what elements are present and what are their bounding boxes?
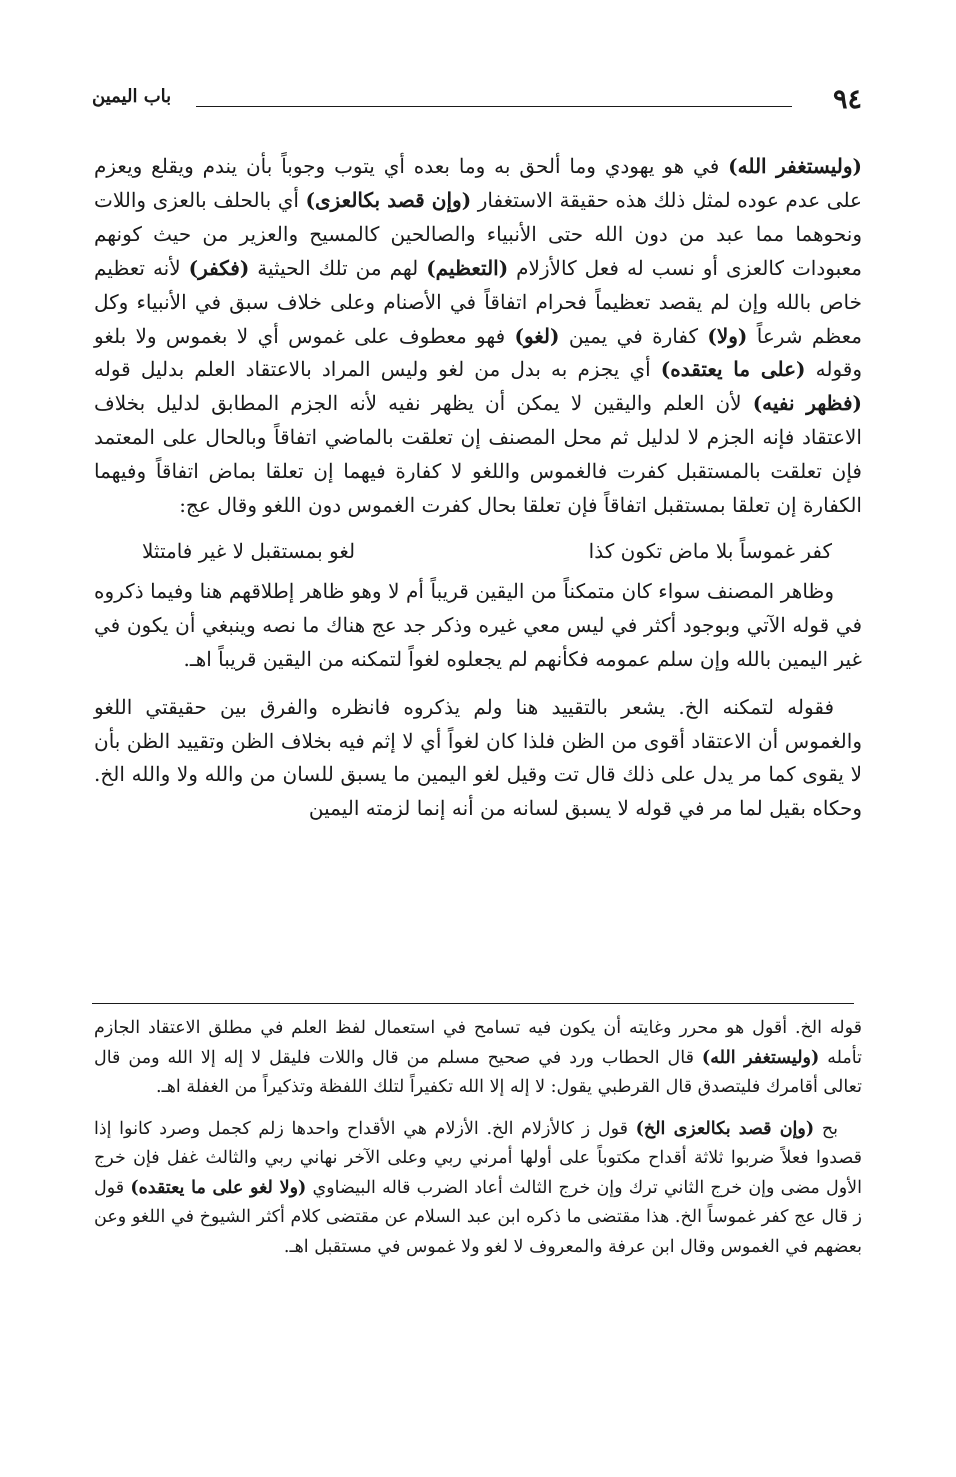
header-rule (196, 106, 792, 107)
main-paragraph-3: فقوله لتمكنه الخ. يشعر بالتقييد هنا ولم يذكروه فانظره والفرق بين حقيقتي اللغو والغموس أن الاعتقاد أقوى من الظن فلذا كان لغواً أي لا إثم فيه بخلاف الظن وتقييد الظن بأن لا يقوى كما مر يدل على ذلك قال تت وقيل لغو اليمين ما يسبق للسان من والله ولا والله الخ. وحكاه بقيل لما مر في قوله لا يسبق لسانه من أنه إنما لزمته اليمين (94, 694, 862, 821)
quoted-term: (وإن قصد بكالعزى الخ) (635, 1118, 815, 1139)
main-text (94, 150, 862, 826)
footnote-1 (94, 1014, 862, 1103)
footnote-text: قول ز كالأزلام الخ. الأزلام هي الأقداح واحدها زلم كجمل وصرد كانوا إذا قصدوا فعلاً ضربوا ثلاثة أقداح مكتوباً على أولها أمرني ربي وعلى الآخر نهاني ربي والثالث غفل فإن خرج الأول مضى وإن خرج الثاني ترك وإن خرج الثالث أعاد الضرب قاله البيضاوي (94, 1118, 862, 1198)
quoted-term: (وليستغفر الله) (701, 1047, 820, 1068)
quoted-term: (ولا لغو على ما يعتقده) (130, 1177, 307, 1198)
page-header (92, 84, 862, 124)
commentary-text: كفارة في يمين (559, 323, 708, 348)
commentary-text: لهم من تلك الحيثية (249, 255, 427, 280)
commentary-text: أي يجزم به بدل من لغو وليس المراد بالاعتقاد العلم بدليل قوله (94, 357, 661, 382)
footnote-text: قول ز قال عج كفر غموساً الخ. هذا مقتضى ما ذكره ابن عبد السلام عن مقتضى كلام أكثر الشيوخ في اللغو وعن بعضهم في الغموس وقال ابن عرفة والمعروف لا لغو ولا غموس في مستقبل اهـ. (94, 1177, 862, 1257)
quoted-term: (التعظيم) (426, 255, 509, 280)
commentary-text: أي بالحلف بالعزى واللات ونحوهما مما عبد من دون الله حتى الأنبياء والصالحين كالمسيح والعزير من حيث كونهم معبودات كالعزى أو نسب له فعل كالأزلام (94, 187, 862, 280)
quoted-term: (لغو) (514, 323, 560, 348)
commentary-text: فهو معطوف على غموس أي لا بغموس ولا بلغو وقوله (94, 323, 863, 382)
footnote-text: قوله الخ. أقول هو محرر وغايته أن يكون فيه تسامح في استعمال لفظ العلم في مطلق الاعتقاد الجازم تأمله (94, 1018, 862, 1068)
quoted-term: (وليستغفر الله) (728, 154, 862, 178)
quoted-term: (فظهر نفيه) (752, 391, 862, 416)
page-number: ٩٤ (832, 84, 862, 115)
commentary-text: لأنه تعظيم خاص بالله وإن لم يقصد تعظيماً فحرام اتفاقاً في الأصنام وعلى خلاف سبق في الأنبياء وكل معظم شرعاً (94, 255, 862, 348)
quoted-term: (وإن قصد بكالعزى) (305, 187, 472, 212)
poetry-verse (94, 535, 862, 569)
quoted-term: (ولا) (707, 323, 748, 348)
commentary-text: في هو يهودي وما ألحق به وما بعده أي يتوب وجوباً بأن يندم ويقلع ويعزم على عدم عوده لمثل ذلك هذه حقيقة الاستغفار (94, 154, 862, 212)
verse-hemistich-left: لغو بمستقبل لا غير فامتثلا (142, 538, 356, 563)
footnote-2 (94, 1115, 862, 1263)
quoted-term: (على ما يعتقده) (660, 357, 806, 382)
chapter-title: باب اليمين (92, 86, 172, 107)
main-paragraph-2: وظاهر المصنف سواء كان متمكناً من اليقين قريباً أم لا وهو ظاهر إطلاقهم هنا وفيما ذكروه في قوله الآتي وبوجود أكثر في ليس معي غيره وذكر جد عج هناك ما نصه وينبغي أن يكون في غير اليمين بالله وإن سلم عمومه فكأنهم لم يجعلوه لغواً لتمكنه من اليقين قريباً اهـ. (94, 578, 862, 671)
footnotes (94, 1014, 862, 1262)
footnote-text: قال الحطاب ورد في صحيح مسلم من قال واللات فليقل لا إله إلا الله ومن قال تعالى أقامرك فليتصدق قال القرطبي يقول: لا إله إلا الله تكفيراً لتلك اللفظة وتذكيراً من الغفلة اهـ. (94, 1047, 862, 1097)
main-paragraph-1 (94, 150, 862, 523)
footnote-separator (92, 1003, 854, 1004)
commentary-text: لأن العلم واليقين لا يمكن أن يظهر نفيه لأنه الجزم المطابق لدليل بخلاف الاعتقاد فإنه الجزم لا لدليل ثم محل المصنف إن تعلقت بالماضي اتفاقاً وبالحال على المعتمد فإن تعلقت بالمستقبل كفرت فالغموس واللغو لا كفارة فيهما إن تعلقا بماض اتفاقاً وفيهما الكفارة إن تعلقا بمستقبل اتفاقاً فإن تعلقا بحال كفرت الغموس دون اللغو وقال عج: (94, 391, 862, 518)
verse-hemistich-right: كفر غموساً بلا ماض تكون كذا (588, 538, 832, 563)
quoted-term: (فكفر) (188, 255, 250, 280)
footnote-text: بح (814, 1118, 838, 1139)
